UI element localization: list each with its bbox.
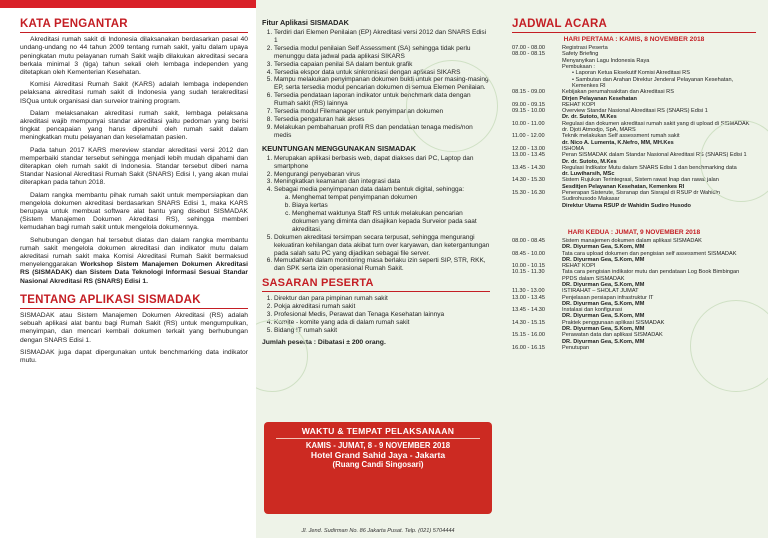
schedule-line: Tata cara pengisian indikator mutu dan pendataan Log Book Bimbingan PPDS dalam SISMADAK [562, 269, 740, 282]
list-item: 1. Direktur dan para pimpinan rumah sakit [274, 295, 490, 303]
schedule-time: 10.15 - 11.30 [512, 269, 545, 276]
schedule-line: • Sambutan dan Arahan Direktur Jenderal Pelayanan Kesehatan, Kemenkes RI [562, 77, 756, 90]
list-item: 4. Komite - komite yang ada di dalam rumah sakit [274, 319, 490, 327]
schedule-speaker: Sesditjen Pelayanan Kesehatan, Kemenkes RI [562, 183, 685, 190]
list-item: 7. Tersedia modul Filemanager untuk penyimpanan dokumen [274, 108, 490, 116]
schedule-line: REHAT KOPI [562, 263, 596, 270]
schedule-line: REHAT KOPI [562, 101, 596, 108]
list-item: 5. Dokumen akreditasi tersimpan secara terpusat, sehingga mengurangi kekuatiran kehilangan data akibat turn over karyawan, dan ketergantungan pada salah satu PC yang dijadikan sebagai file server. [274, 234, 490, 258]
sasaran-title: SASARAN PESERTA [262, 277, 374, 290]
schedule-time: 09.00 - 09.15 [512, 101, 545, 108]
schedule-speaker: Dirjen Pelayanan Kesehatan [562, 95, 637, 102]
list-item: 3. Profesional Medis, Perawat dan Tenaga Kesehatan lainnya [274, 311, 490, 319]
sub-list-item: b. Biaya kertas [292, 202, 490, 210]
paragraph: Pada tahun 2017 KARS mereview standar akreditasi versi 2012 dan memperbaiki standar tersebut sehingga menjadi lebih mudah dipahami dan diterapkan oleh rumah sakit di Indonesia. Standar tersebut diberi nama Standar Nasional Akreditasi Rumah Sakit (SNARS) Edisi I, yang akan mulai diterapkan pada tahun 2018. [20, 146, 248, 187]
list-item: 8. Tersedia pengaturan hak akses [274, 116, 490, 124]
schedule-activity [562, 108, 756, 121]
divider [262, 291, 490, 292]
sub-list-item: a. Menghemat tempat penyimpanan dokumen [292, 194, 490, 202]
schedule-speaker: DR. Diyurman Gea, S.Kom, MM [562, 256, 645, 263]
schedule-time: 13.00 - 13.45 [512, 294, 545, 301]
schedule-line: Teknik melakukan Self assessment rumah sakit [562, 133, 680, 140]
paragraph: SISMADAK atau Sistem Manajemen Dokumen Akreditasi (RS) adalah sebuah aplikasi alat bantu bagi Rumah Sakit (RS) untuk mengumpulkan, menyimpan, dan mencari kembali dokumen terkait yang berhubungan dengan SNARS Edisi 1. [20, 312, 248, 344]
schedule-speaker: dr. Luwiharsih, MSc [562, 171, 615, 178]
schedule-time: 14.30 - 15.15 [512, 319, 545, 326]
column-kata-pengantar [0, 0, 256, 538]
schedule-speaker: DR. Diyurman Gea, S.Kom, MM [562, 244, 645, 251]
schedule-activity [562, 51, 756, 89]
divider [20, 32, 248, 33]
list-item: 5. Mampu melakukan penyimpanan dokumen bukti untuk per masing-masing EP, serta tersedia modul pencarian dokumen di semua Elemen Penilaian. [274, 76, 490, 92]
schedule-time: 14.30 - 15.30 [512, 177, 545, 184]
schedule-line: Registrasi Peserta [562, 45, 608, 52]
schedule-time: 08.00 - 08.45 [512, 237, 545, 244]
schedule-time: 13.00 - 13.45 [512, 152, 545, 159]
schedule-speaker: DR. Diyurman Gea, S.Kom, MM [562, 338, 645, 345]
list-item: 2. Tersedia modul penilaian Self Assessment (SA) sehingga tidak perlu menunggu data jadwal pada aplikasi SIKARS [274, 45, 490, 61]
paragraph: Akreditasi rumah sakit di Indonesia dilaksanakan berdasarkan pasal 40 undang-undang no 44 tahun 2009 tentang rumah sakit, yaitu dalam upaya peningkatan mutu pelayanan rumah Sakit wajib dilakukan akreditasi secara berkala minimal 3 (tiga) tahun sekali oleh lembaga independen yang ditetapkan oleh Kementerian Kesehatan. [20, 36, 248, 76]
schedule-line: Peran SISMADAK dalam Standar Nasional Akreditasi RS (SNARS) Edisi 1 [562, 152, 747, 159]
schedule-time: 08.45 - 10.00 [512, 250, 545, 257]
column-fitur [256, 0, 500, 538]
schedule-row [512, 251, 756, 264]
schedule-line: Tata cara upload dokumen dan pengisian self assessment SISMADAK [562, 250, 737, 257]
list-item: 5. Bidang IT rumah sakit [274, 327, 490, 335]
day2-heading: HARI KEDUA : JUMAT, 9 NOVEMBER 2018 [567, 228, 701, 236]
schedule-line: Sistem Rujukan Terintegrasi, Sistem rawat Inap dan rawat jalan [562, 177, 719, 184]
schedule-speaker: DR. Diyurman Gea, S.Kom, MM [562, 281, 645, 288]
list-item: 1. Terdiri dari Elemen Penilaian (EP) Akreditasi versi 2012 dan SNARS Edisi 1 [274, 29, 490, 45]
divider [512, 32, 756, 33]
schedule-time: 15.15 - 16.00 [512, 332, 545, 339]
list-item: 3. Meningkatkan keamanan dan integrasi data [274, 178, 490, 186]
schedule-activity [562, 251, 756, 264]
schedule-line: ISTIRAHAT – SHOLAT JUMAT [562, 288, 639, 295]
schedule-line: Regulasi Indikator Mutu dalam SNARS Edisi 1 dan benchmarking data [562, 164, 737, 171]
venue-dates: KAMIS - JUMAT, 8 - 9 NOVEMBER 2018 [305, 441, 451, 450]
schedule-line: • Laporan Ketua Eksekutif Komisi Akreditasi RS [562, 70, 756, 76]
schedule-time: 10.00 - 10.15 [512, 263, 545, 270]
paragraph: Dalam rangka membantu pihak rumah sakit untuk mempersiapkan dan mengelola dokumen akreditasi berdasarkan SNARS Edisi 1, maka KARS berupaya untuk membuat software alat bantu yang disebut SISMADAK (Sistem Manajemen Dokumen Akreditasi RS), sehingga memberi kemudahan bagi rumah sakit untuk mengelola dokumennya. [20, 191, 248, 232]
day1-heading: HARI PERTAMA : KAMIS, 8 NOVEMBER 2018 [563, 36, 705, 44]
list-item: 6. Tersedia pendataan laporan indikator untuk benchmark data dengan Rumah sakit (RS) lainnya [274, 92, 490, 108]
venue-hotel: Hotel Grand Sahid Jaya - Jakarta [310, 450, 446, 460]
fitur-title: Fitur Aplikasi SISMADAK [262, 18, 349, 27]
schedule-row [512, 51, 756, 89]
venue-title: WAKTU & TEMPAT PELAKSANAAN [301, 426, 455, 436]
list-item: 6. Memudahkan dalam monitoring masa berlaku izin seperti SIP, STR, RKK, dan SPK serta izin operasional Rumah Sakit. [274, 257, 490, 273]
list-item-text: Sebagai media penyimpanan data dalam bentuk digital, sehingga: [274, 186, 465, 194]
list-item: 9. Melakukan pembaharuan profil RS dan pendataan tenaga medis/non medis [274, 124, 490, 140]
paragraph: Komisi Akreditasi Rumah Sakit (KARS) adalah lembaga independen pelaksana akreditasi rumah sakit di Indonesia yang sudah terakreditasi ISQua untuk organisasi dan surveior training program. [20, 81, 248, 105]
schedule-line: Perawatan data dan aplikasi SISMADAK [562, 332, 663, 339]
paragraph: Dalam melaksanakan akreditasi rumah sakit, lembaga pelaksana akreditasi wajib mempunyai standar akreditasi yaitu pedoman yang berisi tingkat pencapaian yang harus dipenuhi oleh rumah sakit dalam meningkatkan mutu pelayanan dan keselamatan pasien. [20, 109, 248, 142]
paragraph: SISMADAK juga dapat dipergunakan untuk benchmarking data indikator mutu. [20, 348, 248, 365]
schedule-row [512, 238, 756, 251]
schedule-time: 13.45 - 14.30 [512, 307, 545, 314]
schedule-speaker: DR. Diyurman Gea, S.Kom, MM [562, 326, 645, 333]
paragraph-text: Sehubungan dengan hal tersebut diatas dan dalam rangka membantu rumah sakit mengelola dokumen akreditasi dan indikator mutu dalam akreditasi rumah sakit maka Komisi Akreditasi Rumah Sakit bermaksud menyelenggarakan [20, 236, 248, 269]
schedule-line: Sistem manajemen dokumen dalam aplikasi SISMADAK [562, 237, 702, 244]
list-item: 4. Tersedia ekspor data untuk sinkronisasi dengan aplikasi SIKARS [274, 69, 490, 77]
schedule-line: ISHOMA [562, 145, 585, 152]
schedule-line: Penjelasan persiapan infrastruktur IT [562, 294, 654, 301]
schedule-speaker: Direktur Utama RSUP dr Wahidin Sudiro Husodo [562, 202, 691, 209]
decor-circle [406, 60, 498, 152]
list-item: 2. Pokja akreditasi rumah sakit [274, 303, 490, 311]
schedule-row [512, 89, 756, 102]
schedule-line: Overview Standar Nasional Akreditasi RS (SNARS) Edisi 1 [562, 108, 708, 115]
schedule-row [512, 108, 756, 121]
schedule-activity [562, 89, 756, 102]
schedule-line: Penutupan [562, 344, 590, 351]
schedule-line: Safety Briefing [562, 51, 599, 58]
kata-pengantar-title: KATA PENGANTAR [20, 18, 128, 30]
schedule-time: 13.45 - 14.30 [512, 164, 545, 171]
schedule-time: 12.00 - 13.00 [512, 145, 545, 152]
sub-list-item: c. Menghemat waktunya Staff RS untuk melakukan pencarian dokumen yang diminta dan disajikan kepada Surveior pada saat akreditasi. [292, 210, 490, 234]
workshop-title: Workshop Sistem Manajemen Dokumen Akreditasi RS (SISMADAK) dan Sistem Data Teknologi Informasi Sesuai Standar Nasional Akreditasi RS (SNARS) Edisi 1. [20, 261, 248, 285]
schedule-line: Menyanyikan Lagu Indonesia Raya [562, 57, 650, 64]
list-item [274, 186, 490, 233]
divider [20, 308, 248, 309]
venue-address: Jl. Jend. Sudirman No. 86 Jakarta Pusat. Telp. (021) 5704444 [301, 528, 455, 534]
keuntungan-list [262, 155, 490, 274]
schedule-time: 11.00 - 12.00 [512, 133, 545, 140]
schedule-line: Kebijakan perumahsakitan dan Akreditasi RS [562, 89, 674, 96]
schedule-line: Regulasi dan dokumen akreditasi rumah sakit yang di upload di SISMADAK [562, 120, 750, 127]
schedule-line: Instalasi dan konfigurasi [562, 307, 623, 314]
schedule-line: Penerapan Sisterute, Sisranap dan Sisrajal di RSUP dr Wahidin Sudirohusodo Makasar [562, 190, 720, 203]
schedule-speaker: Dr. dr. Sutoto, M.Kes [562, 114, 617, 121]
schedule-time: 08.00 - 08.15 [512, 51, 545, 58]
schedule-time: 07.00 - 08.00 [512, 45, 545, 52]
schedule-line: Praktek penggunaan aplikasi SISMADAK [562, 319, 665, 326]
decor-circle [690, 300, 768, 392]
schedule-row [512, 269, 756, 288]
divider [276, 438, 480, 439]
schedule-speaker: Dr. dr. Sutoto, M.Kes [562, 158, 617, 165]
schedule-speaker: DR. Diyurman Gea, S.Kom, MM [562, 300, 645, 307]
schedule-line: dr. Djoti Atmodjo, SpA, MARS [562, 127, 636, 134]
schedule-line: Pembukaan : [562, 64, 595, 71]
schedule-time: 16.00 - 16.15 [512, 344, 545, 351]
paragraph [20, 237, 248, 286]
schedule-activity [562, 269, 756, 288]
schedule-time: 15.30 - 16.30 [512, 190, 545, 197]
list-item: 2. Mengurangi penyebaran virus [274, 171, 490, 179]
keuntungan-title: KEUNTUNGAN MENGGUNAKAN SISMADAK [262, 143, 417, 153]
schedule-speaker: DR. Diyurman Gea, S.Kom, MM [562, 313, 645, 320]
schedule-time: 10.00 - 11.00 [512, 120, 545, 127]
list-item: 1. Merupakan aplikasi berbasis web, dapat diakses dari PC, Laptop dan smartphone [274, 155, 490, 171]
sub-list [274, 194, 490, 234]
jadwal-title: JADWAL ACARA [512, 18, 608, 30]
schedule-speaker: dr. Nico A. Lumenta, K.Nefro, MM, MH.Kes [562, 139, 674, 146]
venue-room: (Ruang Candi Singosari) [332, 460, 424, 469]
column-jadwal [500, 0, 768, 538]
jumlah-peserta: Jumlah peserta : Dibatasi ± 200 orang. [262, 339, 386, 346]
list-item: 3. Tersedia capaian penilai SA dalam bentuk grafik [274, 61, 490, 69]
schedule-activity [562, 238, 756, 251]
venue-box [264, 422, 492, 514]
schedule-time: 08.15 - 09.00 [512, 89, 545, 96]
schedule-time: 11.30 - 13.00 [512, 288, 545, 295]
tentang-title: TENTANG APLIKASI SISMADAK [20, 293, 201, 306]
schedule-time: 09.15 - 10.00 [512, 108, 545, 115]
